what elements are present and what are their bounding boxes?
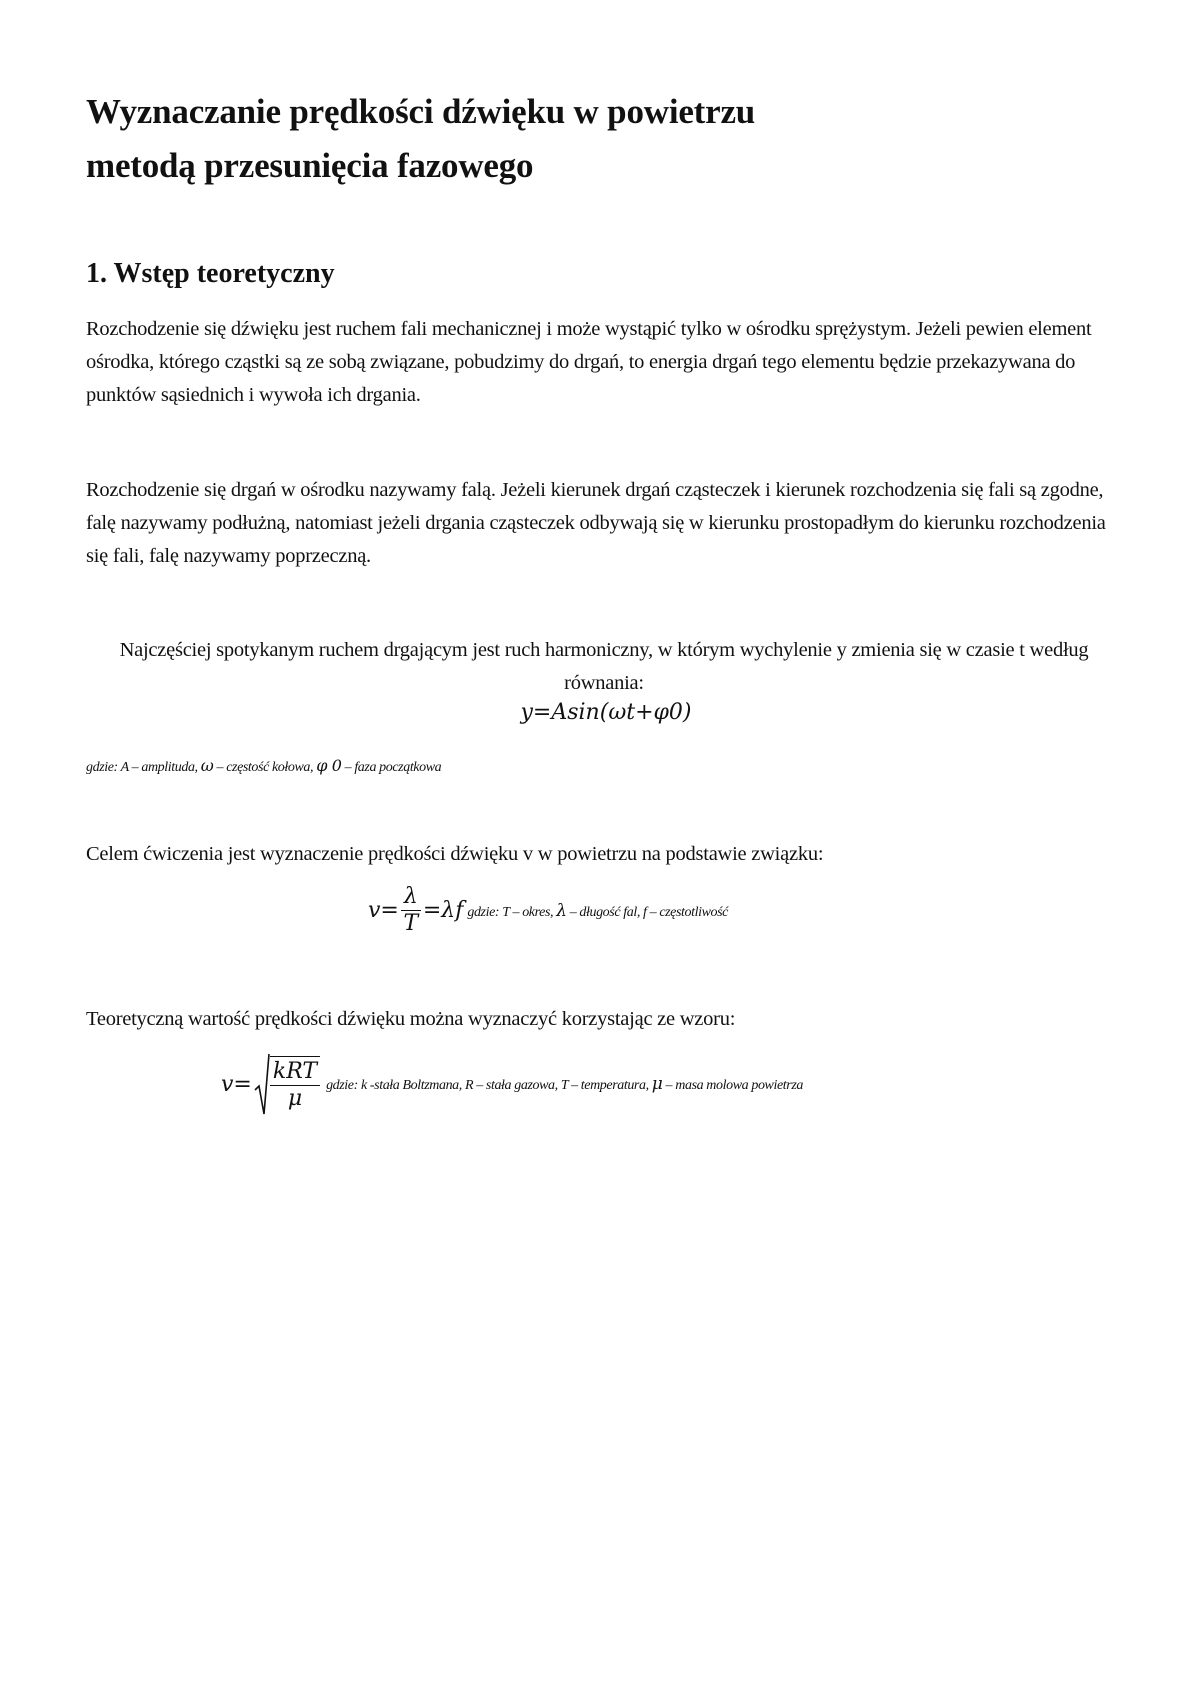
paragraph-sound-propagation: Rozchodzenie się dźwięku jest ruchem fali mechanicznej i może wystąpić tylko w ośrodku sprężystym. Jeżeli pewien element ośrodka, którego cząstki są ze sobą związane, pobudzimy do drgań, to energia drgań tego elementu będzie przekazywana do punktów sąsiednich i wywoła ich drgania. xyxy=(86,318,1092,406)
eq3-fraction xyxy=(270,1056,320,1112)
eq2-legend xyxy=(467,901,728,921)
eq2-numerator: λ xyxy=(401,884,421,911)
equation-theoretical-speed xyxy=(221,1052,803,1116)
phi-symbol: φ 0 xyxy=(316,756,342,775)
legend-text-a: gdzie: A – amplituda, xyxy=(86,760,201,775)
paragraph-harmonic-motion: Najczęściej spotykanym ruchem drgającym jest ruch harmoniczny, w którym wychylenie y zmienia się w czasie t według równania: xyxy=(119,639,1089,694)
paragraph-goal: Celem ćwiczenia jest wyznaczenie prędkości dźwięku v w powietrzu na podstawie związku: xyxy=(86,843,824,865)
eq2-rhs: =λf xyxy=(422,898,464,923)
mu-symbol: μ xyxy=(651,1074,663,1094)
paragraph-wave-definition: Rozchodzenie się drgań w ośrodku nazywamy falą. Jeżeli kierunek drgań cząsteczek i kierunek rozchodzenia się fali są zgodne, falę nazywamy podłużną, natomiast jeżeli drgania cząsteczek odbywają się w kierunku prostopadłym do kierunku rozchodzenia się fali, falę nazywamy poprzeczną. xyxy=(86,479,1106,567)
eq2-legend-b: – długość fal, f – częstotliwość xyxy=(566,904,728,920)
legend-text-c: – faza początkowa xyxy=(341,760,442,775)
omega-symbol: ω xyxy=(200,756,214,775)
title-line-2: metodą przesunięcia fazowego xyxy=(86,146,534,185)
document-title xyxy=(86,85,755,193)
eq3-legend-b: – masa molowa powietrza xyxy=(662,1078,803,1093)
eq3-legend-a: gdzie: k -stała Boltzmana, R – stała gazowa, T – temperatura, xyxy=(326,1078,652,1093)
title-line-1: Wyznaczanie prędkości dźwięku w powietrzu xyxy=(86,92,756,131)
equation-harmonic-motion: y=Asin(ωt+φ0) xyxy=(520,700,692,725)
eq3-lhs: v= xyxy=(221,1071,252,1097)
eq3-numerator: kRT xyxy=(270,1059,320,1086)
eq2-fraction xyxy=(401,884,421,937)
equation-harmonic-legend xyxy=(86,756,441,776)
eq3-denominator: μ xyxy=(287,1086,303,1111)
section-heading: 1. Wstęp teoretyczny xyxy=(86,258,335,289)
radical-sign-icon xyxy=(254,1052,270,1116)
equation-speed-wavelength xyxy=(368,884,728,937)
eq2-lhs: v= xyxy=(368,898,399,923)
lambda-symbol: λ xyxy=(556,900,567,921)
square-root xyxy=(254,1052,322,1116)
paragraph-theoretical: Teoretyczną wartość prędkości dźwięku można wyznaczyć korzystając ze wzoru: xyxy=(86,1008,736,1030)
eq2-denominator: T xyxy=(403,911,419,936)
eq2-legend-a: gdzie: T – okres, xyxy=(467,904,557,920)
legend-text-b: – częstość kołowa, xyxy=(213,760,317,775)
eq3-legend xyxy=(326,1074,803,1094)
